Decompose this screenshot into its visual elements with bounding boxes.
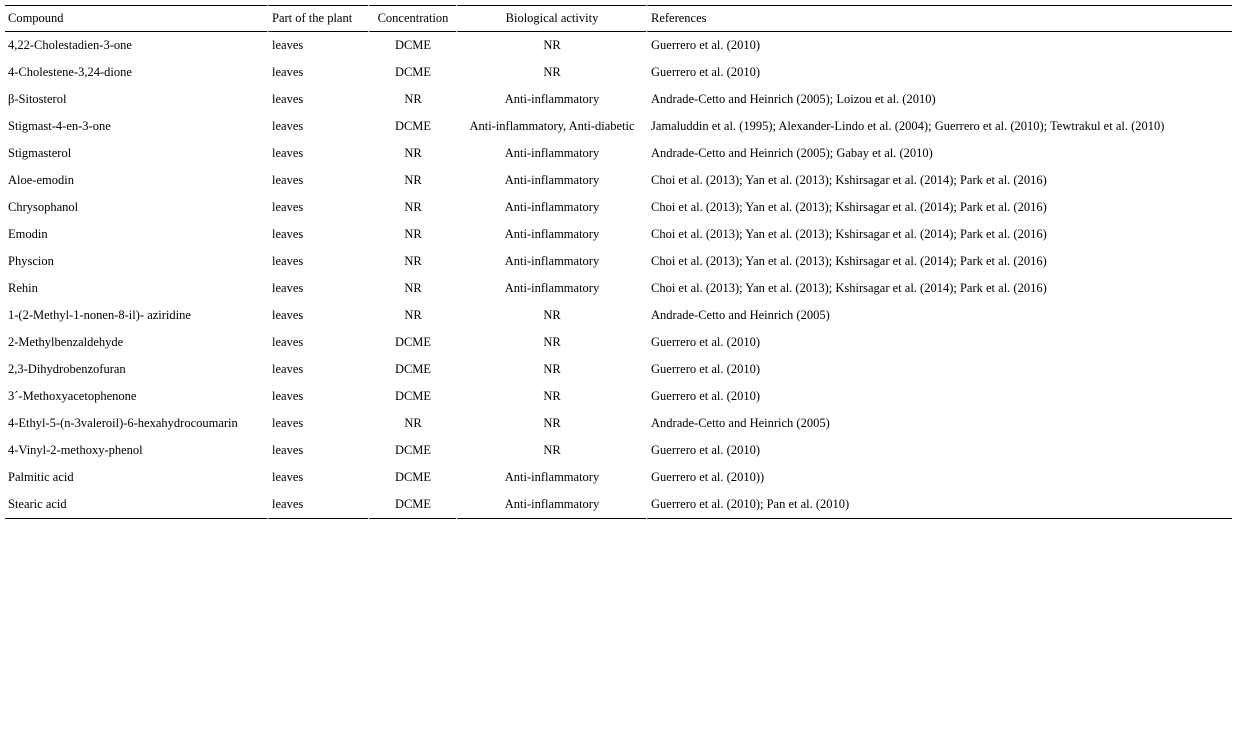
cell-references: Andrade-Cetto and Heinrich (2005); Gabay et al. (2010) [646, 140, 1232, 167]
cell-biological-activity: Anti-inflammatory, Anti-diabetic [456, 113, 646, 140]
cell-biological-activity: NR [456, 410, 646, 437]
cell-compound: 4,22-Cholestadien-3-one [8, 38, 132, 52]
cell-concentration: DCME [368, 491, 456, 519]
cell-biological-activity: Anti-inflammatory [456, 140, 646, 167]
table-row [5, 59, 1232, 86]
cell-compound: Palmitic acid [8, 470, 74, 484]
cell-biological-activity: Anti-inflammatory [456, 464, 646, 491]
cell-concentration: NR [368, 302, 456, 329]
cell-part-of-plant: leaves [267, 491, 368, 519]
cell-references: Choi et al. (2013); Yan et al. (2013); Kshirsagar et al. (2014); Park et al. (2016) [646, 194, 1232, 221]
cell-references: Andrade-Cetto and Heinrich (2005); Loizou et al. (2010) [646, 86, 1232, 113]
cell-concentration: DCME [368, 383, 456, 410]
cell-compound: β-Sitosterol [8, 92, 67, 106]
cell-biological-activity: NR [456, 356, 646, 383]
cell-biological-activity: NR [456, 437, 646, 464]
header-references: References [646, 5, 1232, 32]
header-biological-activity: Biological activity [456, 5, 646, 32]
cell-compound: 2-Methylbenzaldehyde [8, 335, 124, 349]
cell-part-of-plant: leaves [267, 167, 368, 194]
cell-references: Guerrero et al. (2010) [646, 59, 1232, 86]
cell-compound: Stigmasterol [8, 146, 72, 160]
cell-concentration: DCME [368, 113, 456, 140]
cell-compound: Emodin [8, 227, 48, 241]
table-row [5, 437, 1232, 464]
cell-references: Guerrero et al. (2010) [646, 329, 1232, 356]
cell-part-of-plant: leaves [267, 113, 368, 140]
cell-part-of-plant: leaves [267, 464, 368, 491]
cell-compound: Rehin [8, 281, 38, 295]
cell-part-of-plant: leaves [267, 140, 368, 167]
cell-references: Jamaluddin et al. (1995); Alexander-Lindo et al. (2004); Guerrero et al. (2010); Tewtrakul et al. (2010) [646, 113, 1232, 140]
cell-biological-activity: Anti-inflammatory [456, 491, 646, 519]
cell-references: Guerrero et al. (2010) [646, 383, 1232, 410]
cell-concentration: DCME [368, 356, 456, 383]
cell-compound: Chrysophanol [8, 200, 79, 214]
header-part-of-plant: Part of the plant [267, 5, 368, 32]
cell-biological-activity: Anti-inflammatory [456, 167, 646, 194]
cell-compound: 1-(2-Methyl-1-nonen-8-il)- aziridine [8, 308, 191, 322]
table-row [5, 383, 1232, 410]
cell-biological-activity: NR [456, 302, 646, 329]
table-row [5, 356, 1232, 383]
cell-references: Guerrero et al. (2010); Pan et al. (2010) [646, 491, 1232, 519]
cell-compound: 4-Cholestene-3,24-dione [8, 65, 132, 79]
cell-concentration: DCME [368, 329, 456, 356]
table-header [5, 5, 1232, 32]
table-row [5, 248, 1232, 275]
cell-part-of-plant: leaves [267, 32, 368, 59]
header-row [5, 5, 1232, 32]
cell-concentration: DCME [368, 59, 456, 86]
table-body [5, 32, 1232, 519]
cell-references: Guerrero et al. (2010) [646, 32, 1232, 59]
cell-part-of-plant: leaves [267, 275, 368, 302]
cell-concentration: NR [368, 410, 456, 437]
cell-references: Choi et al. (2013); Yan et al. (2013); Kshirsagar et al. (2014); Park et al. (2016) [646, 221, 1232, 248]
cell-references: Guerrero et al. (2010)) [646, 464, 1232, 491]
cell-concentration: DCME [368, 464, 456, 491]
cell-references: Guerrero et al. (2010) [646, 437, 1232, 464]
cell-part-of-plant: leaves [267, 437, 368, 464]
cell-part-of-plant: leaves [267, 383, 368, 410]
cell-part-of-plant: leaves [267, 302, 368, 329]
cell-references: Andrade-Cetto and Heinrich (2005) [646, 302, 1232, 329]
cell-biological-activity: Anti-inflammatory [456, 248, 646, 275]
cell-concentration: NR [368, 194, 456, 221]
cell-concentration: NR [368, 221, 456, 248]
cell-compound: 2,3-Dihydrobenzofuran [8, 362, 126, 376]
cell-part-of-plant: leaves [267, 356, 368, 383]
cell-references: Choi et al. (2013); Yan et al. (2013); Kshirsagar et al. (2014); Park et al. (2016) [646, 167, 1232, 194]
cell-compound: Stigmast-4-en-3-one [8, 119, 111, 133]
cell-concentration: DCME [368, 32, 456, 59]
cell-part-of-plant: leaves [267, 86, 368, 113]
cell-concentration: NR [368, 140, 456, 167]
table-row [5, 464, 1232, 491]
cell-biological-activity: NR [456, 383, 646, 410]
cell-references: Choi et al. (2013); Yan et al. (2013); Kshirsagar et al. (2014); Park et al. (2016) [646, 275, 1232, 302]
cell-concentration: NR [368, 275, 456, 302]
cell-part-of-plant: leaves [267, 248, 368, 275]
table-row [5, 221, 1232, 248]
table-row [5, 275, 1232, 302]
cell-concentration: NR [368, 167, 456, 194]
cell-biological-activity: Anti-inflammatory [456, 86, 646, 113]
cell-biological-activity: NR [456, 329, 646, 356]
cell-biological-activity: NR [456, 32, 646, 59]
table-row [5, 491, 1232, 519]
table-row [5, 140, 1232, 167]
compounds-table [5, 5, 1232, 519]
cell-compound: 4-Vinyl-2-methoxy-phenol [8, 443, 143, 457]
cell-biological-activity: Anti-inflammatory [456, 221, 646, 248]
cell-part-of-plant: leaves [267, 410, 368, 437]
cell-biological-activity: Anti-inflammatory [456, 194, 646, 221]
cell-part-of-plant: leaves [267, 194, 368, 221]
cell-compound: Aloe-emodin [8, 173, 74, 187]
header-concentration: Concentration [368, 5, 456, 32]
cell-part-of-plant: leaves [267, 329, 368, 356]
cell-compound: Stearic acid [5, 491, 267, 519]
cell-compound: 3´-Methoxyacetophenone [8, 389, 137, 403]
table-row [5, 167, 1232, 194]
table-row [5, 32, 1232, 59]
header-compound: Compound [5, 5, 267, 32]
cell-concentration: DCME [368, 437, 456, 464]
cell-references: Choi et al. (2013); Yan et al. (2013); Kshirsagar et al. (2014); Park et al. (2016) [646, 248, 1232, 275]
cell-concentration: NR [368, 248, 456, 275]
table-row [5, 86, 1232, 113]
table-row [5, 302, 1232, 329]
cell-part-of-plant: leaves [267, 221, 368, 248]
cell-biological-activity: Anti-inflammatory [456, 275, 646, 302]
cell-biological-activity: NR [456, 59, 646, 86]
cell-compound: Physcion [8, 254, 54, 268]
cell-compound: 4-Ethyl-5-(n-3valeroil)-6-hexahydrocoumarin [8, 416, 238, 430]
cell-concentration: NR [368, 86, 456, 113]
cell-part-of-plant: leaves [267, 59, 368, 86]
table-row [5, 329, 1232, 356]
table-row [5, 410, 1232, 437]
cell-references: Guerrero et al. (2010) [646, 356, 1232, 383]
cell-references: Andrade-Cetto and Heinrich (2005) [646, 410, 1232, 437]
table-row [5, 194, 1232, 221]
table-row [5, 113, 1232, 140]
